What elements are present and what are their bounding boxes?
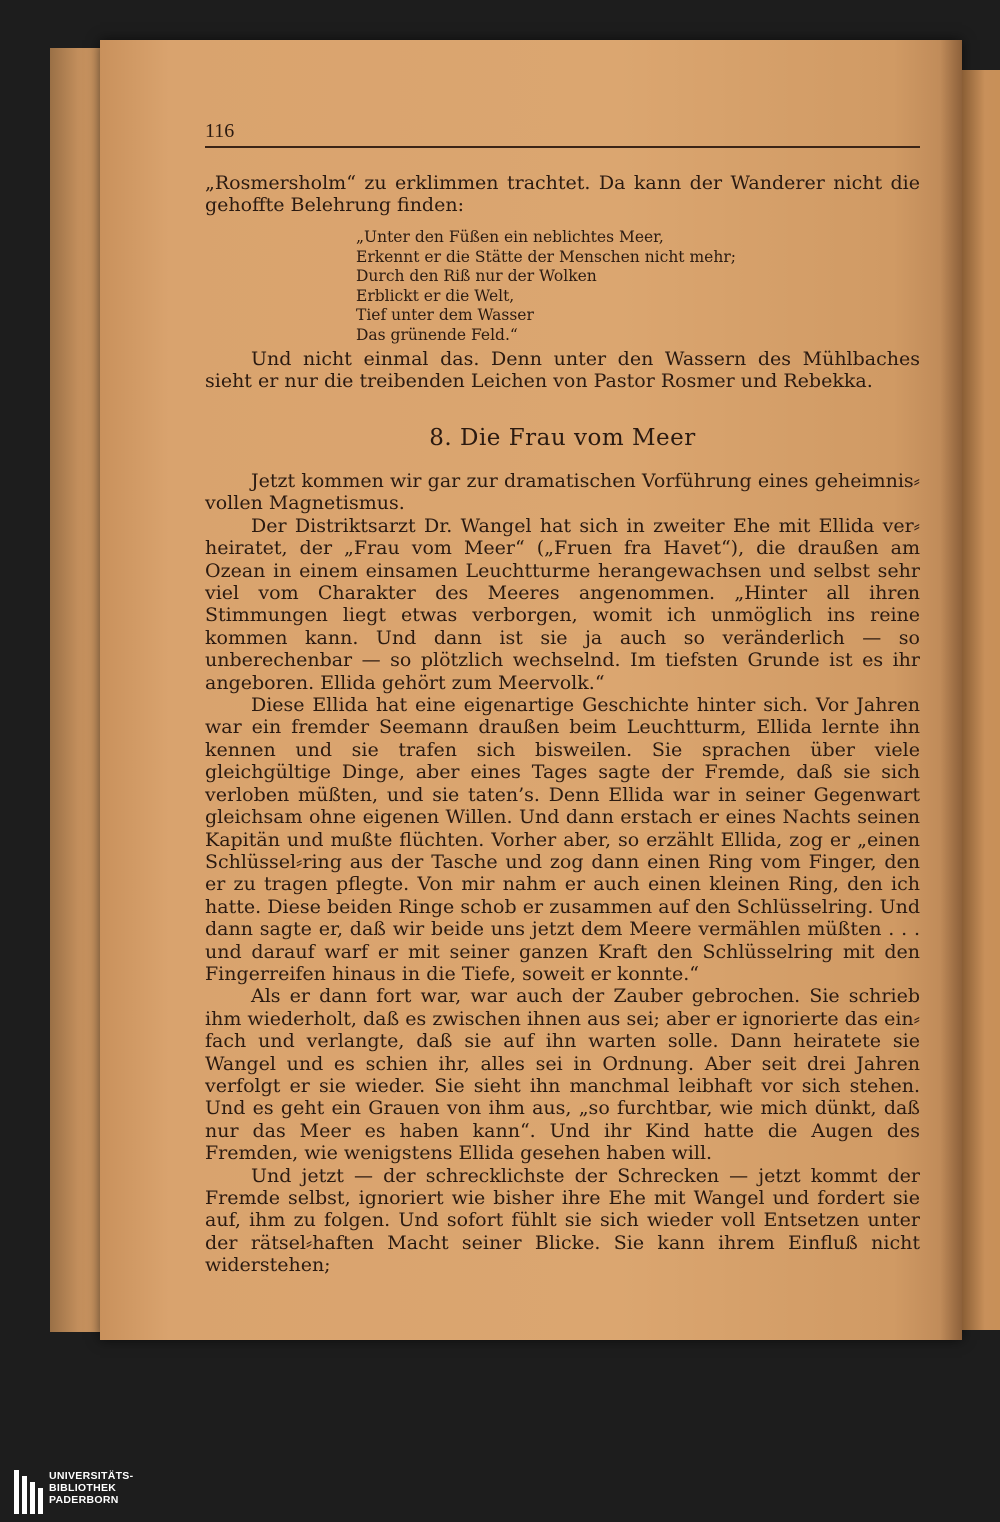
page-number: 116 bbox=[205, 120, 235, 142]
library-logo-icon bbox=[14, 1470, 43, 1514]
logo-line: PADERBORN bbox=[49, 1494, 119, 1506]
section-heading: 8. Die Frau vom Meer bbox=[429, 425, 696, 451]
library-logo bbox=[14, 1470, 133, 1514]
poem-line: Erblickt er die Welt, bbox=[356, 286, 515, 305]
paragraph: Und jetzt — der schrecklichste der Schrecken — jetzt kommt der Fremde selbst, ignoriert wie bisher ihre Ehe mit Wangel und fordert sie auf, ihm zu folgen. Und sofort fühlt sie sich wieder voll Entsetzen unter der rätsel⸗haften Macht seiner Blicke. Sie kann ihrem Einfluß nicht widerstehen; bbox=[205, 1164, 920, 1277]
after-poem-paragraph: Und nicht einmal das. Denn unter den Wassern des Mühlbaches sieht er nur die treibenden Leichen von Pastor Rosmer und Rebekka. bbox=[205, 348, 920, 393]
poem-line: Erkennt er die Stätte der Menschen nicht mehr; bbox=[356, 247, 736, 266]
paragraph: Der Distriktsarzt Dr. Wangel hat sich in zweiter Ehe mit Ellida ver⸗heiratet, der „Frau vom Meer“ („Fruen fra Havet“), die draußen am Ozean in einem einsamen Leuchtturme herangewachsen und selbst sehr viel vom Charakter des Meeres angenommen. „Hinter all ihren Stimmungen liegt etwas verborgen, womit ich unmöglich ins reine kommen kann. Und dann ist sie ja auch so veränderlich — so unberechenbar — so plötzlich wechselnd. Im tiefsten Grunde ist es ihr angeboren. Ellida gehört zum Meervolk.“ bbox=[205, 514, 920, 694]
next-page-edge bbox=[962, 70, 1000, 1330]
page-gutter bbox=[940, 40, 962, 1340]
poem-line: Durch den Riß nur der Wolken bbox=[356, 267, 597, 286]
after-poem-block bbox=[205, 348, 920, 393]
poem-quote bbox=[356, 228, 736, 346]
poem-line: „Unter den Füßen ein neblichtes Meer, bbox=[356, 228, 664, 246]
paragraph: Jetzt kommen wir gar zur dramatischen Vorführung eines geheimnis⸗vollen Magnetismus. bbox=[205, 470, 920, 515]
logo-line: BIBLIOTHEK bbox=[49, 1482, 117, 1494]
header-rule bbox=[205, 146, 920, 148]
poem-line: Das grünende Feld.“ bbox=[356, 325, 518, 344]
paragraph: Als er dann fort war, war auch der Zauber gebrochen. Sie schrieb ihm wiederholt, daß es zwischen ihnen aus sei; aber er ignorierte das ein⸗fach und verlangte, daß sie auf ihn warten solle. Dann heiratete sie Wangel und es schien ihr, alles sei in Ordnung. Aber seit drei Jahren verfolgt er sie wieder. Sie sieht ihn manchmal leibhaft vor sich stehen. Und es geht ein Grauen von ihm aus, „so furchtbar, wie mich dünkt, daß nur das Meer es haben kann“. Und ihr Kind hatte die Augen des Fremden, wie wenigstens Ellida gesehen haben will. bbox=[205, 985, 920, 1165]
paragraph: Diese Ellida hat eine eigenartige Geschichte hinter sich. Vor Jahren war ein fremder Seemann draußen beim Leuchtturm, Ellida lernte ihn kennen und sie trafen sich bisweilen. Sie sprachen über viele gleichgültige Dinge, aber eines Tages sagte der Fremde, daß sie sich verloben müßten, und sie taten’s. Denn Ellida war in seiner Gegenwart gleichsam ohne eigenen Willen. Und dann erstach er eines Nachts seinen Kapitän und mußte flüchten. Vorher aber, so erzählt Ellida, zog er „einen Schlüssel⸗ring aus der Tasche und zog dann einen Ring vom Finger, den er zu tragen pflegte. Von mir nahm er auch einen kleinen Ring, den ich hatte. Diese beiden Ringe schob er zusammen auf den Schlüsselring. Und dann sagte er, daß wir beide uns jetzt dem Meere vermählen müßten . . . und darauf warf er mit seiner ganzen Kraft den Schlüsselring mit den Fingerreifen hinaus in die Tiefe, soweit er konnte.“ bbox=[205, 694, 920, 985]
poem-line: Tief unter dem Wasser bbox=[356, 306, 534, 325]
body-text bbox=[205, 470, 920, 1277]
library-logo-text bbox=[49, 1470, 133, 1506]
intro-paragraph: „Rosmersholm“ zu erklimmen trachtet. Da kann der Wanderer nicht die gehoffte Belehrung finden: bbox=[205, 172, 920, 217]
logo-line: UNIVERSITÄTS- bbox=[49, 1470, 134, 1482]
intro-block bbox=[205, 172, 920, 217]
